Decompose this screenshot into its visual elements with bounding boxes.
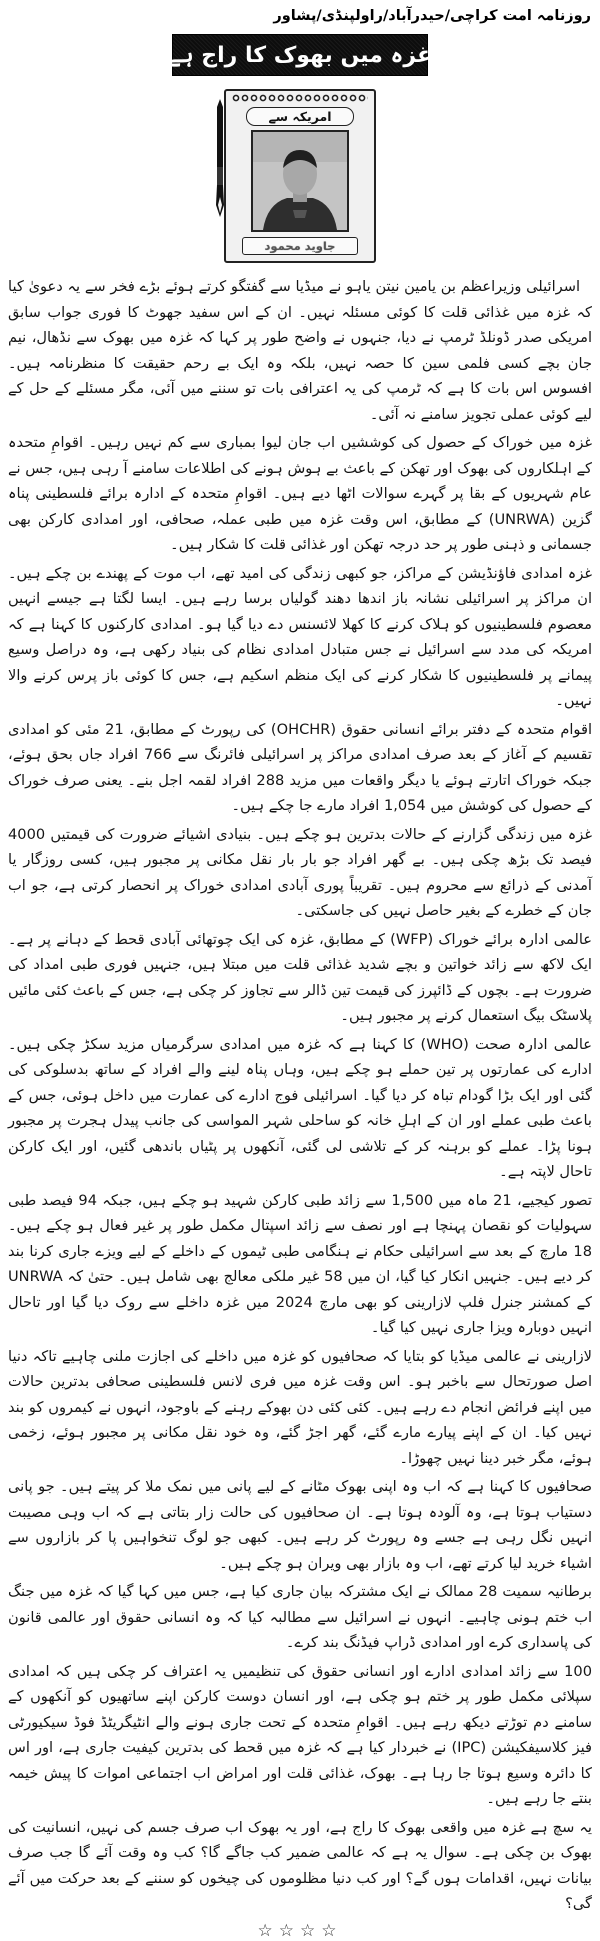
article-body: [5, 274, 595, 1917]
article-paragraph: غزہ امدادی فاؤنڈیشن کے مراکز، جو کبھی زندگی کی امید تھے، اب موت کے پھندے بن چکے ہیں۔ ان مراکز پر اسرائیلی نشانہ باز اندھا دھند گولیاں برسا رہے ہیں۔ ایسا لگتا ہے جیسے انہیں معصوم فلسطینیوں کو ہلاک کرنے کا کھلا لائسنس دے دیا گیا ہو۔ امدادی کارکنوں کا کہنا ہے کہ امریکہ کی مدد سے اسرائیل نے جس متبادل امدادی نظام کی بنیاد رکھی ہے، وہ دراصل وسیع پیمانے پر فلسطینیوں کا شکار کرنے کی ایک منظم اسکیم ہے، جس کا کوئی باز پرس کرنے والا نہیں۔: [8, 564, 592, 709]
article-paragraph: 100 سے زائد امدادی ادارے اور انسانی حقوق کی تنظیمیں یہ اعتراف کر چکی ہیں کہ امدادی سپلائی مکمل طور پر ختم ہو چکی ہے، اور انسان دوست کارکن اپنے ساتھیوں کو آنکھوں کے سامنے دم توڑتے دیکھ رہے ہیں۔ اقوامِ متحدہ کے تحت جاری ہونے والے انٹیگریٹڈ فوڈ سیکیورٹی فیز کلاسیفکیشن (IPC) نے خبردار کیا ہے کہ غزہ میں قحط کی بدترین کیفیت جاری ہے، اور اس کا دائرہ وسیع ہوتا جا رہا ہے۔ بھوک، غذائی قلت اور امراض اب اجتماعی اموات کا پیش خیمہ بنتے جا رہے ہیں۔: [8, 1662, 592, 1807]
column-label: امریکہ سے: [246, 107, 354, 126]
author-portrait-illustration: [253, 132, 347, 230]
article-paragraph: غزہ میں خوراک کے حصول کی کوششیں اب جان لیوا بمباری سے کم نہیں رہیں۔ اقوامِ متحدہ کے اہلکاروں کی بھوک اور تھکن کے باعث بے ہوش ہونے کی اطلاعات سامنے آ رہی ہیں، جس نے عام شہریوں کے بقا پر گہرے سوالات اٹھا دیے ہیں۔ اقوامِ متحدہ کے ادارہ برائے فلسطینی پناہ گزین (UNRWA) کے مطابق، اس وقت غزہ میں طبی عملہ، صحافی، اور امدادی کارکن بھی جسمانی و ذہنی طور پر حد درجہ تھکن اور غذائی قلت کا شکار ہیں۔: [8, 434, 592, 553]
article-paragraph: تصور کیجیے، 21 ماہ میں 1,500 سے زائد طبی کارکن شہید ہو چکے ہیں، جبکہ 94 فیصد طبی سہولیات کو نقصان پہنچا ہے اور نصف سے زائد اسپتال مکمل طور پر غیر فعال ہو چکے ہیں۔ 18 مارچ کے بعد سے اسرائیلی حکام نے ہنگامی طبی ٹیموں کے داخلے کے لیے ویزے جاری کرنا بند کر دیے ہیں۔ جنہیں انکار کیا گیا، ان میں 58 غیر ملکی معالج بھی شامل ہیں۔ حتیٰ کہ UNRWA کے کمشنر جنرل فلپ لازارینی کو بھی مارچ 2024 میں غزہ داخلے سے روک دیا گیا اور تاحال انہیں دوبارہ ویزا جاری نہیں کیا گیا۔: [8, 1191, 592, 1336]
headline-banner: [167, 34, 433, 76]
pen-icon: [212, 97, 228, 222]
page-title: غزہ میں بھوک کا راج ہے: [167, 42, 433, 68]
article-paragraph: عالمی ادارہ صحت (WHO) کا کہنا ہے کہ غزہ میں امدادی سرگرمیاں مزید سکڑ چکی ہیں۔ ادارے کی عمارتوں پر تین حملے ہو چکے ہیں، وہاں پناہ لینے والے افراد کے ساتھ بدسلوکی کی گئی اور ایک بڑا گودام تباہ کر دیا گیا۔ اسرائیلی فوج ادارے کی عمارت میں داخل ہوئی، جس کے باعث طبی عملے اور ان کے اہلِ خانہ کو ساحلی شہر المواسی کی جانب پیدل ہجرت پر مجبور ہونا پڑا۔ عملے کو برہنہ کر کے تلاشی لی گئی، آنکھوں پر پٹیاں باندھی گئیں، اور ایک کارکن تاحال لاپتہ ہے۔: [8, 1035, 592, 1180]
article-paragraph: یہ سچ ہے غزہ میں واقعی بھوک کا راج ہے، اور یہ بھوک اب صرف جسم کی نہیں، انسانیت کی بھوک بن چکی ہے۔ سوال یہ ہے کہ عالمی ضمیر کب جاگے گا؟ کب وہ وقت آئے گا جب صرف بیانات نہیں، اقدامات ہوں گے؟ اور کب دنیا مظلوموں کی چیخوں کو سننے کے بعد حرکت میں آئے گی؟: [8, 1818, 592, 1912]
article-paragraph: صحافیوں کا کہنا ہے کہ اب وہ اپنی بھوک مٹانے کے لیے پانی میں نمک ملا کر پیتے ہیں۔ جو پانی دستیاب ہوتا ہے، وہ آلودہ ہوتا ہے۔ ان صحافیوں کی حالت زار بتاتی ہے کہ اب وہی مصیبت انہیں نگل رہی ہے جسے وہ رپورٹ کر رہے ہیں۔ کبھی جو لوگ تنخواہیں پا کر بازاروں سے اشیاء خرید لیا کرتے تھے، اب وہ بازار بھی ویران ہو چکے ہیں۔: [8, 1478, 592, 1572]
author-card: [224, 89, 376, 263]
end-of-article-stars: ☆☆☆☆: [257, 1920, 343, 1941]
article-paragraph: اسرائیلی وزیراعظم بن یامین نیتن یاہو نے میڈیا سے گفتگو کرتے ہوئے بڑے فخر سے یہ دعویٰ کیا کہ غزہ میں غذائی قلت کا کوئی مسئلہ نہیں۔ ان کے اس سفید جھوٹ کا فوری جواب سابق امریکی صدر ڈونلڈ ٹرمپ نے دیا، جنہوں نے واضح طور پر کہا کہ غزہ میں بھوک سے نڈھال، نیم جان بچے کسی فلمی سین کا حصہ نہیں، بلکہ وہ ایک بے رحم حقیقت کا منظرنامہ ہیں۔ افسوس اس بات کا ہے کہ ٹرمپ کی یہ اعترافی بات تو سننے میں آئی، مگر مسئلے کے حل کے لیے کوئی عملی تجویز سامنے نہ آئی۔: [8, 278, 592, 423]
article-paragraph: اقوام متحدہ کے دفتر برائے انسانی حقوق (OHCHR) کی رپورٹ کے مطابق، 21 مئی کو امدادی تقسیم کے آغاز کے بعد صرف امدادی مراکز پر اسرائیلی فائرنگ سے 766 افراد جاں بحق ہوئے، جبکہ خوراک اتارتے ہوئے یا دیگر واقعات میں مزید 288 افراد لقمہ اجل بنے۔ یعنی صرف خوراک کے حصول کی کوشش میں 1,054 افراد مارے جا چکے ہیں۔: [8, 720, 593, 814]
author-photo: [251, 130, 349, 232]
spiral-binding-icon: [232, 93, 368, 104]
article-paragraph: لازارینی نے عالمی میڈیا کو بتایا کہ صحافیوں کو غزہ میں داخلے کی اجازت ملنی چاہیے تاکہ دنیا اصل صورتحال سے باخبر ہو۔ اس وقت غزہ میں فری لانس فلسطینی صحافی بدترین حالات میں اپنے فرائض انجام دے رہے ہیں۔ کئی کئی دن بھوکے رہنے کے باوجود، انہوں نے کیمروں کو بند نہیں کیا۔ ان کے اپنے پیارے مارے گئے، گھر اجڑ گئے، وہ خود نقل مکانی پر مجبور ہوئے، زخمی ہوئے، مگر خبر دینا نہیں چھوڑا۔: [8, 1347, 592, 1467]
article-paragraph: عالمی ادارہ برائے خوراک (WFP) کے مطابق، غزہ کی ایک چوتھائی آبادی قحط کے دہانے پر ہے۔ ایک لاکھ سے زائد خواتین و بچے شدید غذائی قلت میں مبتلا ہیں، جنہیں فوری طبی امداد کی ضرورت ہے۔ بچوں کے ڈائپرز کی قیمت تین ڈالر سے تجاوز کر چکی ہے، جس کے باعث کئی مائیں پلاسٹک بیگ استعمال کرنے پر مجبور ہیں۔: [8, 930, 592, 1024]
author-name: جاوید محمود: [242, 237, 358, 255]
masthead: روزنامہ امت کراچی/حیدرآباد/راولپنڈی/پشاور: [273, 8, 591, 24]
article-paragraph: برطانیہ سمیت 28 ممالک نے ایک مشترکہ بیان جاری کیا ہے، جس میں کہا گیا کہ غزہ میں جنگ اب ختم ہونی چاہیے۔ انہوں نے اسرائیل سے مطالبہ کیا کہ وہ انسانی حقوق اور عالمی قانون کی پاسداری کرے اور امدادی ڈراپ فیڈنگ بند کرے۔: [8, 1583, 592, 1651]
article-paragraph: غزہ میں زندگی گزارنے کے حالات بدترین ہو چکے ہیں۔ بنیادی اشیائے ضرورت کی قیمتیں 4000 فیصد تک بڑھ چکی ہیں۔ بے گھر افراد جو بار بار نقل مکانی پر مجبور ہیں، کسی روزگار یا آمدنی کے ذرائع سے محروم ہیں۔ تقریباً پوری آبادی امدادی خوراک پر انحصار کرتی ہے، جو اب جان کے خطرے کے بغیر حاصل نہیں کی جاسکتی۔: [8, 825, 592, 919]
